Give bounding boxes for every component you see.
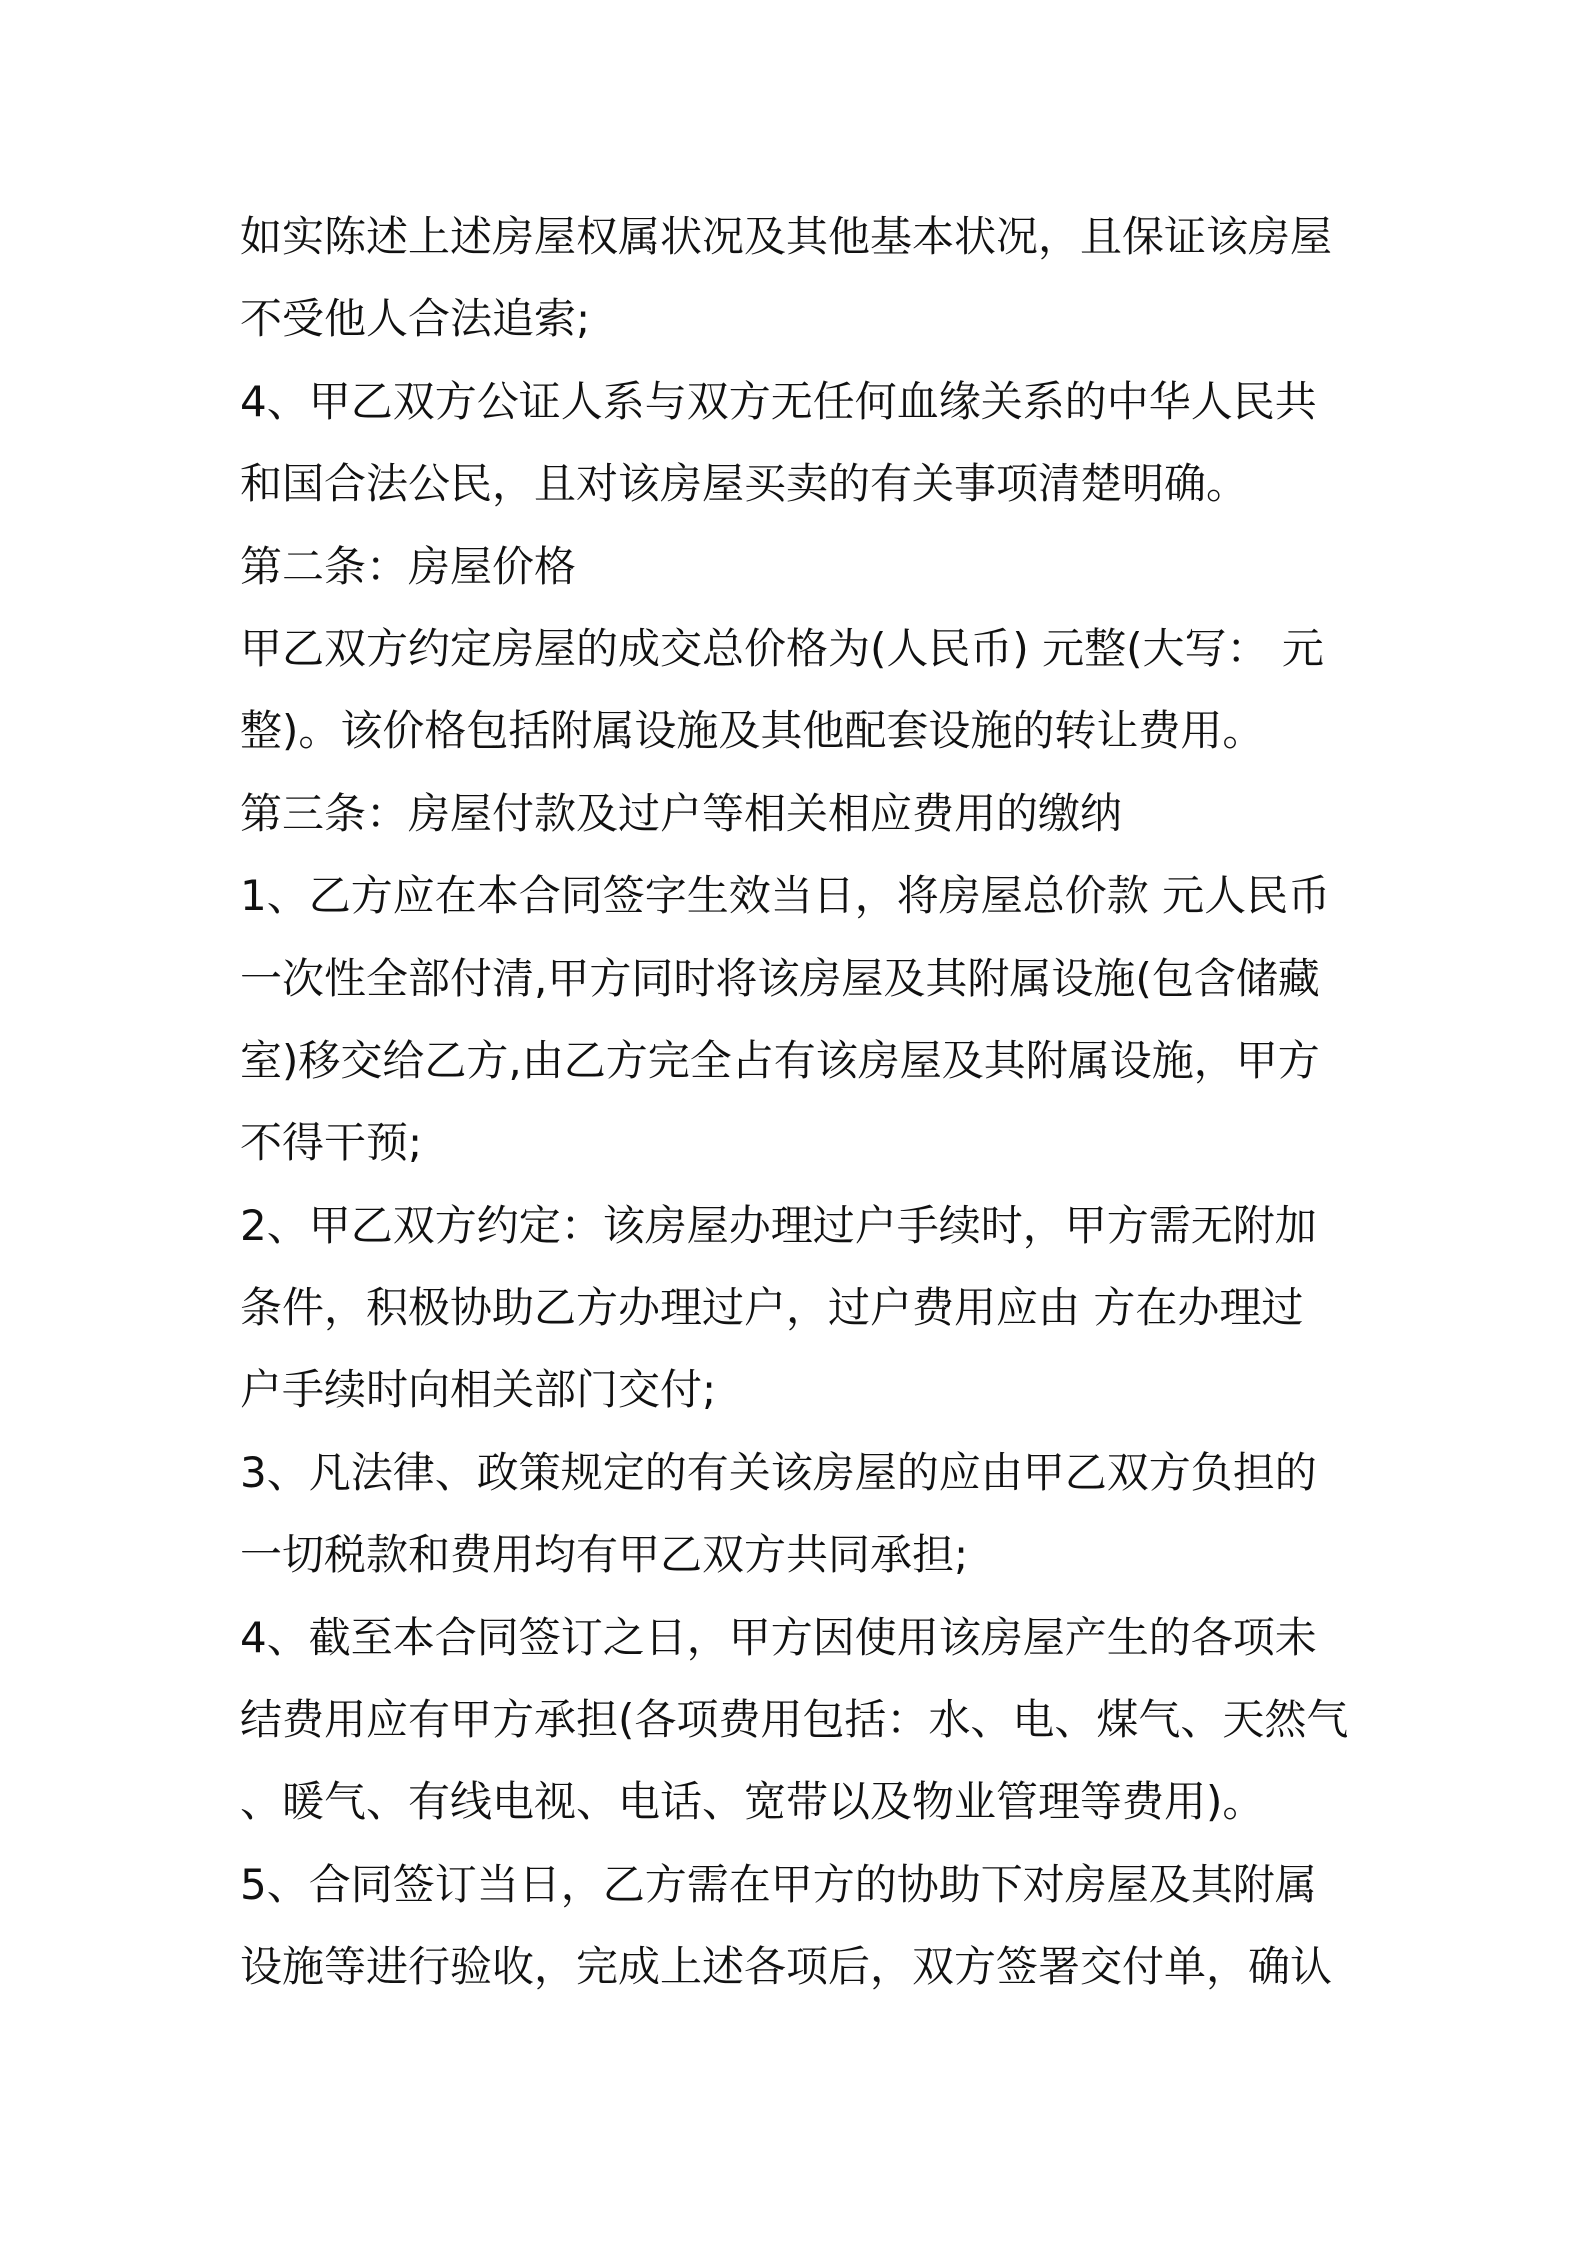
- text-line: 一次性全部付清,甲方同时将该房屋及其附属设施(包含储藏: [240, 953, 1320, 1003]
- text-line: 、暖气、有线电视、电话、宽带以及物业管理等费用)。: [240, 1777, 1265, 1827]
- text-line: 整)。该价格包括附属设施及其他配套设施的转让费用。: [240, 706, 1265, 756]
- text-line: 如实陈述上述房屋权属状况及其他基本状况，且保证该房屋: [240, 212, 1333, 261]
- text-line: 室)移交给乙方,由乙方完全占有该房屋及其附属设施，甲方: [240, 1035, 1320, 1085]
- text-line: 5、合同签订当日，乙方需在甲方的协助下对房屋及其附属: [240, 1859, 1317, 1909]
- text-line: 不受他人合法追索;: [240, 294, 591, 344]
- text-line: 结费用应有甲方承担(各项费用包括：水、电、煤气、天然气: [240, 1695, 1349, 1745]
- text-line: 一切税款和费用均有甲乙双方共同承担;: [240, 1530, 969, 1580]
- text-line: 户手续时向相关部门交付;: [240, 1365, 717, 1415]
- text-line: 2、甲乙双方约定：该房屋办理过户手续时，甲方需无附加: [240, 1200, 1317, 1250]
- text-line: 不得干预;: [240, 1118, 423, 1168]
- text-line: 3、凡法律、政策规定的有关该房屋的应由甲乙双方负担的: [240, 1447, 1317, 1497]
- text-line: 条件，积极协助乙方办理过户，过户费用应由 方在办理过: [240, 1283, 1304, 1333]
- contract-text: [240, 196, 1360, 2009]
- text-line: 设施等进行验收，完成上述各项后，双方签署交付单，确认: [240, 1942, 1333, 1992]
- text-line: 1、乙方应在本合同签字生效当日，将房屋总价款 元人民币: [240, 871, 1331, 921]
- text-line: 甲乙双方约定房屋的成交总价格为(人民币) 元整(大写： 元: [240, 623, 1324, 673]
- text-line: 4、截至本合同签订之日，甲方因使用该房屋产生的各项未: [240, 1612, 1317, 1662]
- section-heading-payment: 第三条：房屋付款及过户等相关相应费用的缴纳: [240, 788, 1123, 838]
- text-line: 4、甲乙双方公证人系与双方无任何血缘关系的中华人民共: [240, 376, 1317, 426]
- section-heading-price: 第二条：房屋价格: [240, 541, 577, 591]
- text-line: 和国合法公民，且对该房屋买卖的有关事项清楚明确。: [240, 459, 1249, 509]
